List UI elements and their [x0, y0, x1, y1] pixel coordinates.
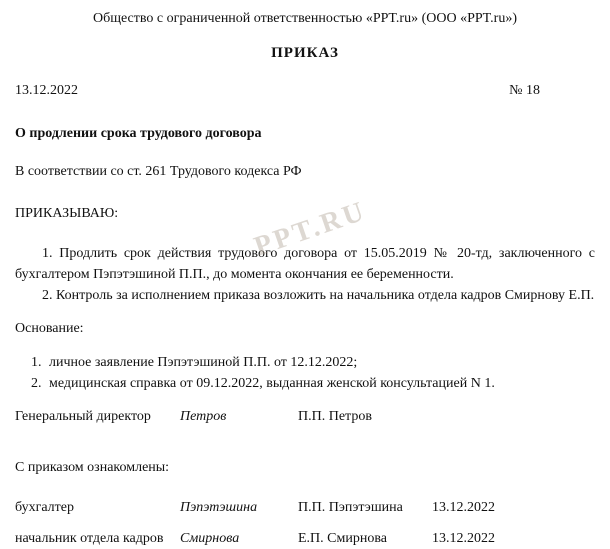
order-clause-1: 1. Продлить срок действия трудового договора от 15.05.2019 № 20-тд, заключенного с бухгалтером Пэпэтэшиной П.П., до момента окончания ее беременности. — [15, 246, 595, 282]
order-clause-2: 2. Контроль за исполнением приказа возложить на начальника отдела кадров Смирнову Е.П. — [42, 288, 595, 303]
document-date: 13.12.2022 — [15, 83, 78, 98]
basis-item-text: личное заявление Пэпэтэшиной П.П. от 12.12.2022; — [49, 355, 358, 370]
document-title: ПРИКАЗ — [271, 45, 339, 61]
acknowledged-row — [15, 528, 595, 549]
date-number-row — [15, 80, 595, 101]
ack-position: начальник отдела кадров — [15, 531, 164, 546]
ack-signature: Пэпэтэшина — [180, 500, 258, 515]
ack-position: бухгалтер — [15, 500, 74, 515]
order-clauses — [15, 243, 595, 306]
ack-date: 13.12.2022 — [432, 531, 495, 546]
basis-item-number: 2. — [31, 376, 42, 391]
director-signature-row — [15, 406, 595, 427]
ack-signature: Смирнова — [180, 531, 240, 546]
basis-item — [15, 352, 595, 373]
company-name: Общество с ограниченной ответственностью «PPT.ru» (ООО «PPT.ru») — [92, 11, 517, 26]
ack-name: Е.П. Смирнова — [298, 531, 387, 546]
director-position: Генеральный директор — [15, 409, 151, 424]
document-number: № 18 — [509, 83, 540, 98]
order-keyword: ПРИКАЗЫВАЮ: — [15, 206, 119, 221]
director-name: П.П. Петров — [298, 409, 372, 424]
legal-basis-line: В соответствии со ст. 261 Трудового кодекса РФ — [15, 164, 302, 179]
director-signature: Петров — [180, 409, 227, 424]
acknowledged-label: С приказом ознакомлены: — [15, 460, 170, 475]
ack-name: П.П. Пэпэтэшина — [298, 500, 403, 515]
document-subject: О продлении срока трудового договора — [15, 126, 262, 141]
empty-cell — [432, 406, 595, 427]
basis-item — [15, 373, 595, 394]
site-watermark: PPT.RU — [250, 195, 371, 263]
basis-label: Основание: — [15, 321, 84, 336]
basis-item-text: медицинская справка от 09.12.2022, выданная женской консультацией N 1. — [49, 376, 495, 391]
ack-date: 13.12.2022 — [432, 500, 495, 515]
basis-list — [15, 352, 595, 394]
acknowledged-row — [15, 497, 595, 518]
basis-item-number: 1. — [31, 355, 42, 370]
